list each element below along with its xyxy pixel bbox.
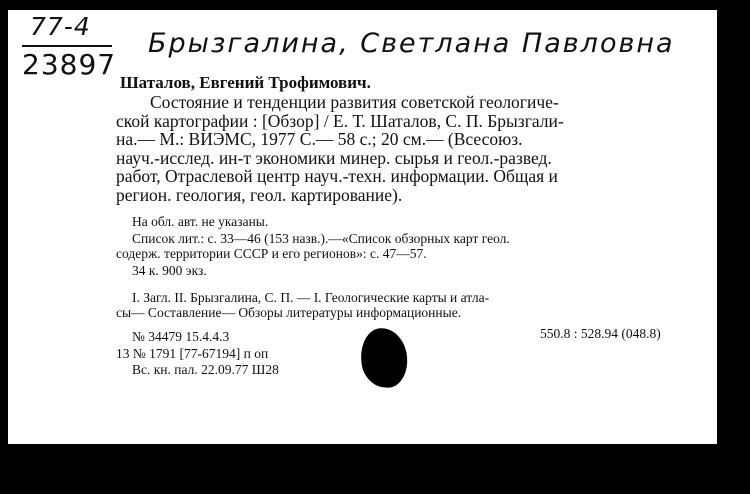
author-heading: Шаталов, Евгений Трофимович. [120,73,371,92]
tracing-line: сы— Составление— Обзоры литературы информационные. [116,304,462,320]
tracing [116,291,489,320]
note-authors [116,215,268,230]
catalog-card [8,10,717,444]
description-line: науч.-исслед. ин-т экономики минер. сырья и геол.-развед. [116,147,552,168]
ink-blot [357,325,411,391]
description-line: работ, Отраслевой центр науч.-техн. информации. Общая и [116,166,558,187]
classification-code: 550.8 : 528.94 (048.8) [540,326,661,341]
shelf-mark-bottom: 23897 [22,48,117,81]
registration-line: Вс. кн. пал. 22.09.77 Ш28 [132,362,279,377]
bibliographic-description [116,93,691,205]
description-line: Состояние и тенденции развития советской геологиче- [150,92,559,112]
copies-note: 34 к. 900 экз. [132,263,207,278]
tracing-line: I. Загл. II. Брызгалина, С. П. — I. Геологические карты и атла- [132,290,490,305]
bibliography-line: Список лит.: с. 33—46 (153 назв.).—«Список обзорных карт геол. [132,231,510,246]
description-line: ской картографии : [Обзор] / Е. Т. Шаталов, С. П. Брызгали- [116,110,564,131]
description-line: регион. геология, геол. картирование). [116,184,403,205]
handwritten-name: Брызгалина, Светлана Павловна [148,28,675,59]
bibliography-line: содерж. территории СССР и его регионов»: с. 47—57. [116,245,427,261]
shelf-mark-divider [22,45,112,47]
description-line: на.— М.: ВИЭМС, 1977 С.— 58 с.; 20 см.— (Всесоюз. [116,129,523,150]
registration-line: № 34479 15.4.4.3 [132,329,230,344]
registration-block [116,329,279,379]
bibliography-note [116,232,510,261]
note-authors-text: На обл. авт. не указаны. [132,214,269,229]
shelf-mark-top: 77-4 [30,12,91,41]
registration-line: 13 № 1791 [77-67194] п оп [116,345,269,361]
